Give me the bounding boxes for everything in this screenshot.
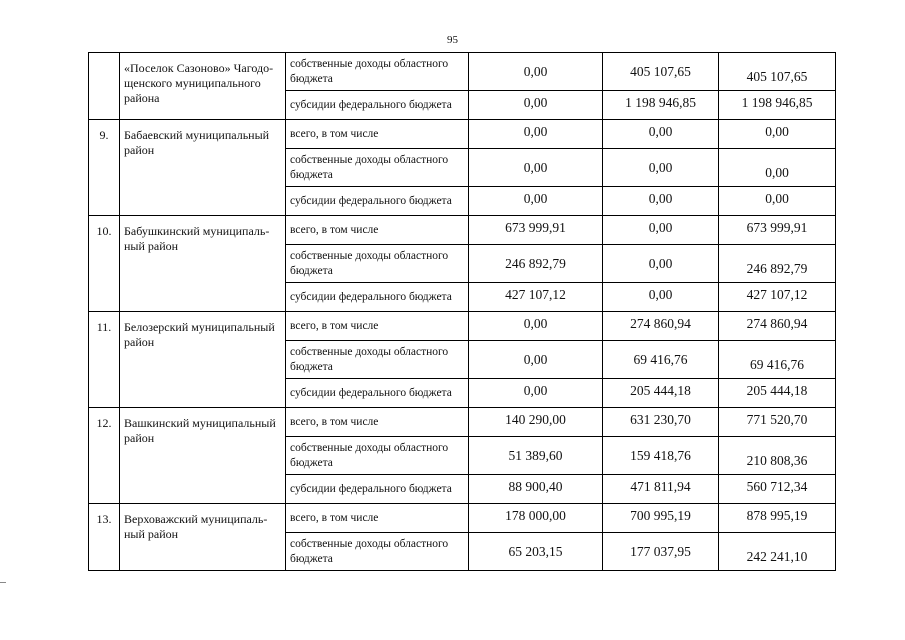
amount-2: 0,00 xyxy=(603,216,719,245)
amount-2: 0,00 xyxy=(603,120,719,149)
amount-1: 0,00 xyxy=(469,312,603,341)
amount-3: 242 241,10 xyxy=(719,533,836,571)
amount-1: 0,00 xyxy=(469,341,603,379)
funding-type: всего, в том числе xyxy=(286,120,469,149)
funding-type: собственные доходы областного бюджета xyxy=(286,149,469,187)
amount-3: 0,00 xyxy=(719,120,836,149)
amount-1: 0,00 xyxy=(469,187,603,216)
funding-type: всего, в том числе xyxy=(286,504,469,533)
amount-3: 69 416,76 xyxy=(719,341,836,379)
table-row xyxy=(89,120,836,149)
row-number xyxy=(89,53,120,120)
page-number: 95 xyxy=(447,34,458,46)
district-name: Белозерский муниципальный район xyxy=(120,312,286,408)
funding-type: всего, в том числе xyxy=(286,408,469,437)
funding-type: субсидии федерального бюджета xyxy=(286,379,469,408)
row-number: 11. xyxy=(89,312,120,408)
amount-2: 177 037,95 xyxy=(603,533,719,571)
amount-1: 0,00 xyxy=(469,91,603,120)
budget-table xyxy=(88,52,836,571)
amount-2: 471 811,94 xyxy=(603,475,719,504)
amount-1: 65 203,15 xyxy=(469,533,603,571)
table-row xyxy=(89,53,836,91)
row-number: 10. xyxy=(89,216,120,312)
amount-3: 878 995,19 xyxy=(719,504,836,533)
amount-2: 631 230,70 xyxy=(603,408,719,437)
funding-type: всего, в том числе xyxy=(286,312,469,341)
amount-2: 0,00 xyxy=(603,149,719,187)
amount-2: 69 416,76 xyxy=(603,341,719,379)
funding-type: субсидии федерального бюджета xyxy=(286,187,469,216)
funding-type: собственные доходы областного бюджета xyxy=(286,341,469,379)
table-row xyxy=(89,216,836,245)
amount-1: 427 107,12 xyxy=(469,283,603,312)
funding-type: собственные доходы областного бюджета xyxy=(286,437,469,475)
row-number: 13. xyxy=(89,504,120,571)
amount-3: 771 520,70 xyxy=(719,408,836,437)
row-number: 9. xyxy=(89,120,120,216)
amount-3: 246 892,79 xyxy=(719,245,836,283)
amount-3: 0,00 xyxy=(719,187,836,216)
row-number: 12. xyxy=(89,408,120,504)
funding-type: собственные доходы областного бюджета xyxy=(286,533,469,571)
amount-3: 210 808,36 xyxy=(719,437,836,475)
table-row xyxy=(89,312,836,341)
amount-2: 159 418,76 xyxy=(603,437,719,475)
amount-2: 0,00 xyxy=(603,245,719,283)
district-name: «Поселок Сазоново» Чагодо-щенского муниципального района xyxy=(120,53,286,120)
table-row xyxy=(89,504,836,533)
amount-3: 1 198 946,85 xyxy=(719,91,836,120)
amount-1: 88 900,40 xyxy=(469,475,603,504)
amount-2: 700 995,19 xyxy=(603,504,719,533)
amount-1: 178 000,00 xyxy=(469,504,603,533)
amount-2: 405 107,65 xyxy=(603,53,719,91)
funding-type: собственные доходы областного бюджета xyxy=(286,53,469,91)
funding-type: субсидии федерального бюджета xyxy=(286,475,469,504)
funding-type: субсидии федерального бюджета xyxy=(286,91,469,120)
district-name: Бабушкинский муниципаль-ный район xyxy=(120,216,286,312)
amount-2: 1 198 946,85 xyxy=(603,91,719,120)
table-row xyxy=(89,408,836,437)
district-name: Вашкинский муниципальный район xyxy=(120,408,286,504)
amount-2: 0,00 xyxy=(603,283,719,312)
amount-3: 0,00 xyxy=(719,149,836,187)
amount-1: 0,00 xyxy=(469,149,603,187)
funding-type: собственные доходы областного бюджета xyxy=(286,245,469,283)
amount-2: 274 860,94 xyxy=(603,312,719,341)
amount-1: 0,00 xyxy=(469,53,603,91)
amount-1: 140 290,00 xyxy=(469,408,603,437)
amount-3: 673 999,91 xyxy=(719,216,836,245)
amount-1: 0,00 xyxy=(469,120,603,149)
amount-3: 205 444,18 xyxy=(719,379,836,408)
scan-edge-mark xyxy=(0,582,6,583)
amount-1: 673 999,91 xyxy=(469,216,603,245)
amount-1: 246 892,79 xyxy=(469,245,603,283)
amount-2: 0,00 xyxy=(603,187,719,216)
amount-3: 274 860,94 xyxy=(719,312,836,341)
amount-3: 405 107,65 xyxy=(719,53,836,91)
amount-3: 560 712,34 xyxy=(719,475,836,504)
district-name: Верховажский муниципаль-ный район xyxy=(120,504,286,571)
district-name: Бабаевский муниципальный район xyxy=(120,120,286,216)
funding-type: всего, в том числе xyxy=(286,216,469,245)
amount-1: 51 389,60 xyxy=(469,437,603,475)
funding-type: субсидии федерального бюджета xyxy=(286,283,469,312)
amount-2: 205 444,18 xyxy=(603,379,719,408)
amount-3: 427 107,12 xyxy=(719,283,836,312)
amount-1: 0,00 xyxy=(469,379,603,408)
